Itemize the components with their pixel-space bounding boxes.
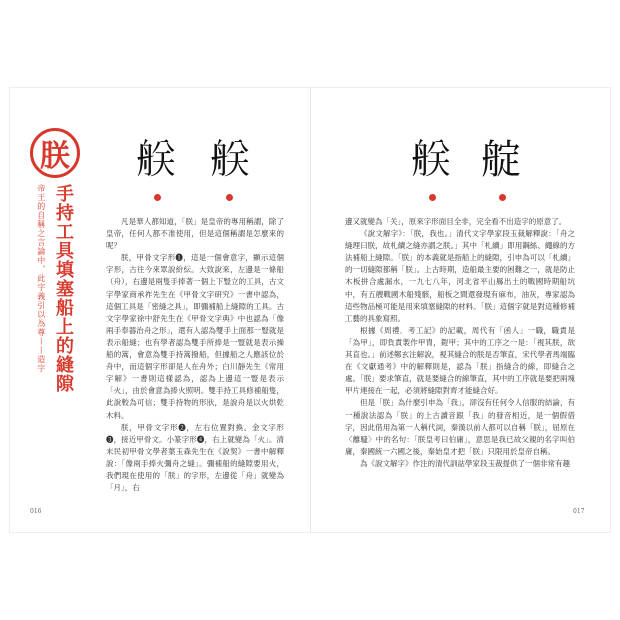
page-number: 016 — [30, 508, 42, 515]
chapter-title: 手持工具填塞船上的縫隙 — [53, 184, 74, 393]
paragraph: 為《說文解字》作注的清代訓詁學家段玉裁提供了一個非常有趣 — [360, 458, 570, 468]
right-body-text — [345, 216, 575, 470]
paragraph: 邊又就變為「关」，原來字形面目全非，完全看不出造字的原意了。 — [345, 217, 567, 226]
marker-2 — [226, 194, 233, 201]
page-number: 017 — [573, 508, 585, 515]
right-page — [311, 88, 611, 532]
book-spread — [10, 88, 610, 532]
oracle-glyph-2: 𦨶 — [210, 137, 250, 183]
title-stamp: 朕 — [30, 128, 80, 178]
left-body-text — [106, 216, 284, 494]
paragraph: 朕，甲骨文字形❷，左右位置對換。金文字形❸，接近甲骨文。小篆字形❹，右上就變為「火」。清末民初甲骨文學者葉玉森先生在《說契》一書中解釋說：「像兩手捧火彌舟之縫」。彌補船的縫隙要用火，我們現在使用的「朕」的字形，左邊從「舟」就變為「月」，右 — [106, 422, 284, 493]
paragraph: 但是「朕」為什麼引申為「我」，卻沒有任何令人信服的結論，有一種說法認為「朕」的上古讀音跟「我」的發音相近，是一個假借字，因此借用為第一人稱代詞，秦漢以前人都可以自稱「朕」，屈原在〈離騷〉中的名句：「朕皇考曰伯庸」，意思是我已故父親的名字叫伯庸，秦國統一六國之後，秦始皇才把「朕」只限用於皇帝自稱。 — [345, 398, 575, 456]
paragraph: 朕，甲骨文字形❶，這是一個會意字，顯示這個字形，古往今來眾說紛紜。大致說來，左邊是一條船（舟），右邊是兩隻手捧著一個上下豎立的工具，古文字學家商承祚先生在《甲骨文字研究》一書中認為，這個工具是「密縫之具」，即彌補船上縫隙的工具。古文字學家徐中舒先生在《甲骨文字典》中也認為「像兩手奉器治舟之形」，還有人認為雙手上面那一豎就是表示船縫；也有學者認為雙手所捧是一豎就是表示操船的篙，會意為雙手持篙撥船，但據船之人應該位於舟中，而這個字形卻是人在舟外；白川靜先生《常用字解》一書則這樣認為，認為上邊這一豎是表示「火」，由於會意為捧火照明。雙手持工具修補船隻，此說較為可信；雙手持物的形狀，是說舟是以火烘乾木料。 — [106, 253, 284, 420]
chapter-subtitle: 帝王的自稱之言論中，此字義引以為尊——造字 — [36, 184, 46, 373]
marker-3 — [429, 194, 436, 201]
paragraph: 凡是華人都知道，「朕」是皇帝的專用稱謂，除了皇帝，任何人都不准使用，但是這個稱謂是怎麼來的呢？ — [106, 217, 284, 251]
marker-1 — [154, 194, 161, 201]
paragraph: 《說文解字》：「朕，我也。」清代文字學家段玉裁解釋說：「舟之縫理曰朕，故札續之縫亦謂之朕。」其中「札續」即用鋼絲、繩線的方法補船上縫隙。「朕」的本義就是指船上的縫隙，引申為可以「札續」的一切縫隙都稱「朕」。上古時期，造船最主要的困難之一，就是防止木板拼合處漏水，一九七八年，河北省平山縣出土的戰國時期船坑中，有五艘戰國木船殘骸，船板之間還發現有麻布，油灰，專家認為這些物品極可能是用來填塞縫隙的材料。「朕」這個字就是對這種修補工藝的具象寫照。 — [345, 229, 575, 323]
marker-4 — [499, 194, 506, 201]
seal-glyph-4: 𦩘 — [481, 137, 521, 183]
oracle-glyph-1: 𦨶 — [136, 137, 176, 183]
paragraph: 根據《周禮．考工記》的記載，周代有「函人」一職，職責是「為甲」，即負責製作甲冑，鎧甲；其中的工序之一是：「視其朕，欲其直也。」前述鄭玄注解說，視其縫合的朕是否筆直，宋代學者馬端臨在《文獻通考》中的解釋則是，認為「朕」指縫合的線，即縫合之處。「朕」要求筆直，就是要縫合的線筆直，其中的工序就是要把兩塊甲片連接在一起，必須將縫隙對齊才能縫合好。 — [345, 325, 575, 396]
left-page — [10, 88, 310, 532]
bronze-glyph-3: 𦨶 — [411, 137, 451, 183]
